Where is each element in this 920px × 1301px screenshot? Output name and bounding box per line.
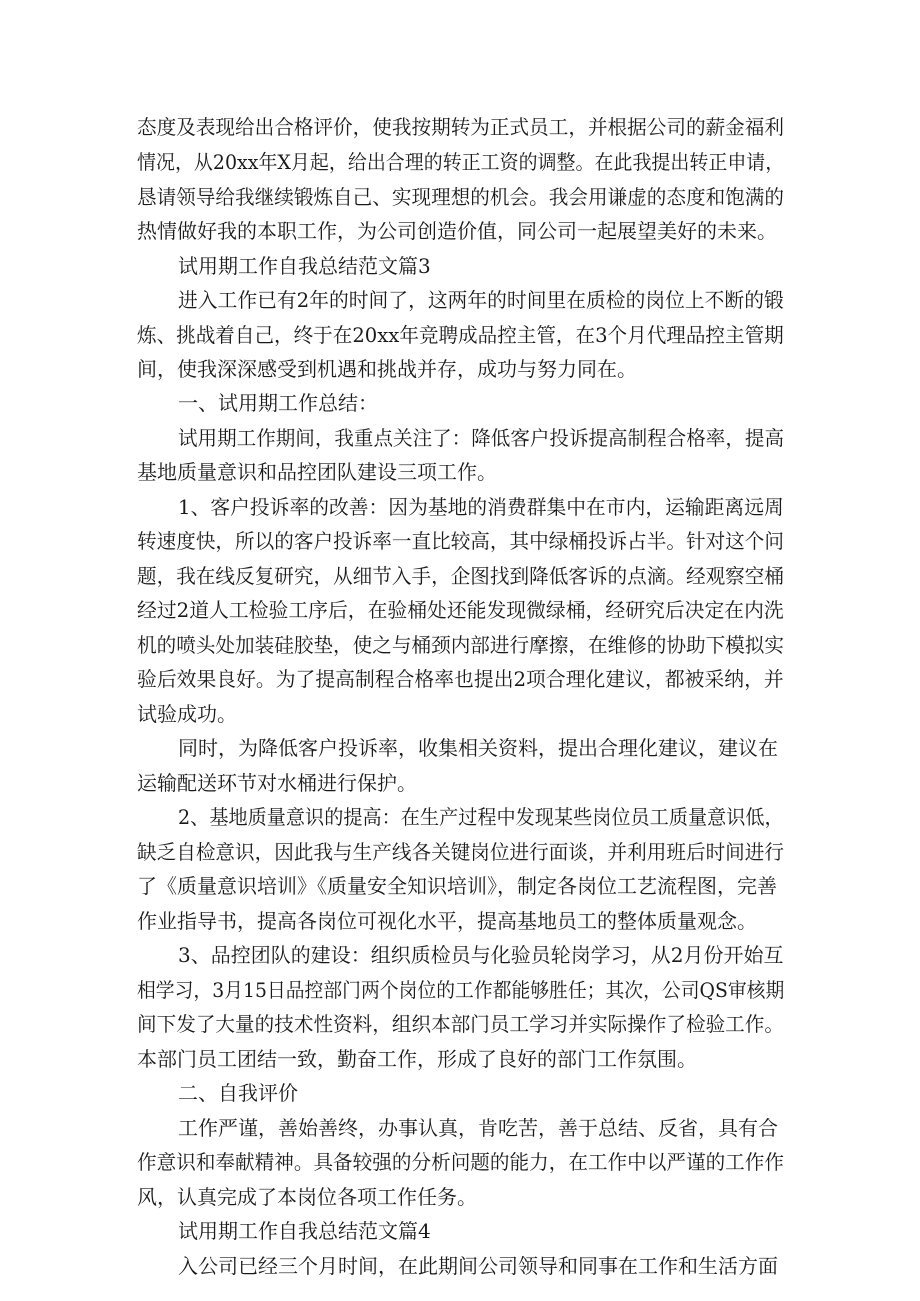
paragraph-line: 恳请领导给我继续锻炼自己、实现理想的机会。我会用谦虚的态度和饱满的 xyxy=(137,185,784,209)
paragraph-line: 基地质量意识和品控团队建设三项工作。 xyxy=(137,460,497,484)
paragraph-line: 炼、挑战着自己，终于在20xx年竞聘成品控主管，在3个月代理品控主管期 xyxy=(137,323,784,347)
paragraph-line: 进入工作已有2年的时间了，这两年的时间里在质检的岗位上不断的锻 xyxy=(178,288,784,312)
paragraph-line: 情况，从20xx年X月起，给出合理的转正工资的调整。在此我提出转正申请， xyxy=(137,150,785,174)
paragraph-line: 转速度快，所以的客户投诉率一直比较高，其中绿桶投诉占半。针对这个问 xyxy=(137,529,784,553)
paragraph-line: 作意识和奉献精神。具备较强的分析问题的能力，在工作中以严谨的工作作 xyxy=(137,1150,784,1174)
paragraph-line: 间，使我深深感受到机遇和挑战并存，成功与努力同在。 xyxy=(137,357,637,381)
section-heading: 试用期工作自我总结范文篇4 xyxy=(178,1219,431,1243)
paragraph-line: 作业指导书，提高各岗位可视化水平，提高基地员工的整体质量观念。 xyxy=(137,909,757,933)
paragraph-line: 机的喷头处加装硅胶垫，使之与桶颈内部进行摩擦，在维修的协助下模拟实 xyxy=(137,633,784,657)
paragraph-line: 试验成功。 xyxy=(137,702,237,726)
paragraph-line: 热情做好我的本职工作，为公司创造价值，同公司一起展望美好的未来。 xyxy=(137,219,777,243)
section-heading: 试用期工作自我总结范文篇3 xyxy=(178,254,431,278)
paragraph-line: 间下发了大量的技术性资料，组织本部门员工学习并实际操作了检验工作。 xyxy=(137,1012,784,1036)
paragraph-line: 3、品控团队的建设：组织质检员与化验员轮岗学习，从2月份开始互 xyxy=(178,943,784,967)
paragraph-line: 相学习，3月15日品控部门两个岗位的工作都能够胜任；其次，公司QS审核期 xyxy=(137,978,785,1002)
paragraph-line: 同时，为降低客户投诉率，收集相关资料，提出合理化建议，建议在 xyxy=(178,736,778,760)
paragraph-line: 入公司已经三个月时间，在此期间公司领导和同事在工作和生活方面 xyxy=(178,1254,778,1278)
paragraph-line: 缺乏自检意识，因此我与生产线各关键岗位进行面谈，并利用班后时间进行 xyxy=(137,840,784,864)
section-heading: 二、自我评价 xyxy=(178,1081,298,1105)
section-heading: 一、试用期工作总结： xyxy=(178,391,378,415)
paragraph-line: 试用期工作期间，我重点关注了：降低客户投诉提高制程合格率，提高 xyxy=(178,426,784,450)
paragraph-line: 题，我在线反复研究，从细节入手，企图找到降低客诉的点滴。经观察空桶 xyxy=(137,564,784,588)
paragraph-line: 了《质量意识培训》《质量安全知识培训》，制定各岗位工艺流程图，完善 xyxy=(137,874,777,898)
paragraph-line: 态度及表现给出合格评价，使我按期转为正式员工，并根据公司的薪金福利 xyxy=(137,115,784,139)
paragraph-line: 2、基地质量意识的提高：在生产过程中发现某些岗位员工质量意识低， xyxy=(178,805,784,829)
paragraph-line: 1、客户投诉率的改善：因为基地的消费群集中在市内，运输距离远周 xyxy=(178,495,784,519)
paragraph-line: 风，认真完成了本岗位各项工作任务。 xyxy=(137,1185,477,1209)
paragraph-line: 经过2道人工检验工序后，在验桶处还能发现微绿桶，经研究后决定在内洗 xyxy=(137,598,784,622)
paragraph-line: 本部门员工团结一致，勤奋工作，形成了良好的部门工作氛围。 xyxy=(137,1047,697,1071)
paragraph-line: 工作严谨，善始善终，办事认真，肯吃苦，善于总结、反省，具有合 xyxy=(178,1116,778,1140)
paragraph-line: 运输配送环节对水桶进行保护。 xyxy=(137,771,417,795)
paragraph-line: 验后效果良好。为了提高制程合格率也提出2项合理化建议，都被采纳，并 xyxy=(137,667,784,691)
